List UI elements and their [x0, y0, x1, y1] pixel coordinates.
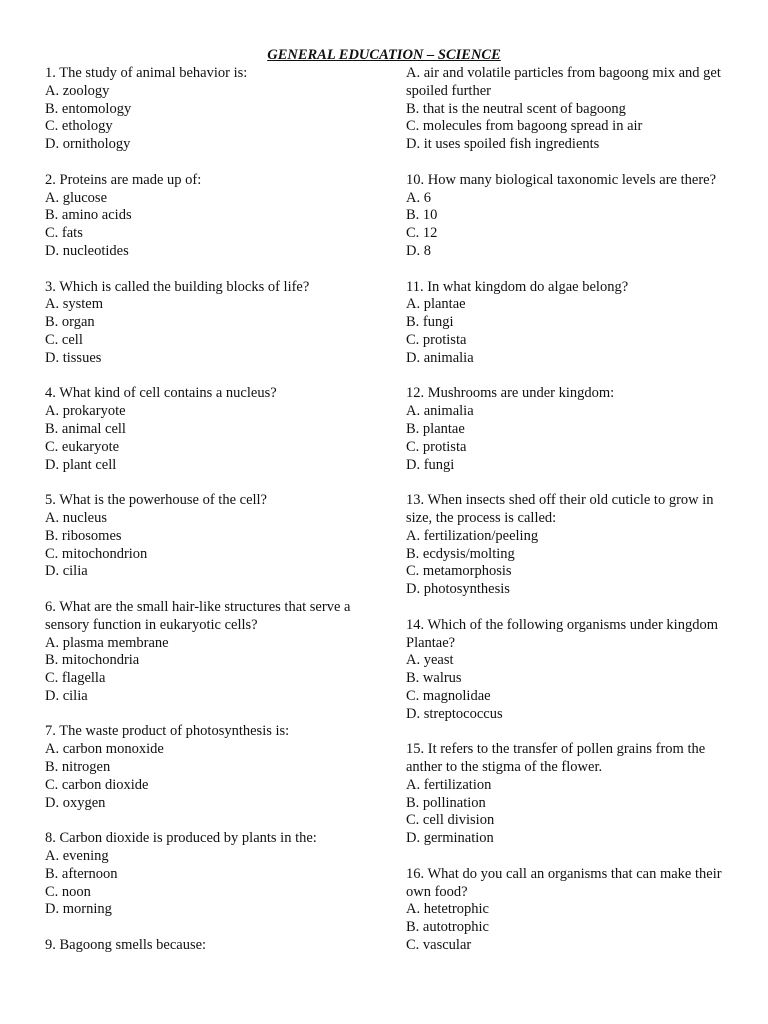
answer-option: B. afternoon [45, 865, 118, 882]
answer-option: B. pollination [406, 794, 486, 811]
answer-option: B. amino acids [45, 207, 132, 224]
answer-option: A. fertilization/peeling [406, 527, 539, 544]
answer-option: A. glucose [45, 189, 108, 206]
answer-option: B. entomology [45, 100, 132, 117]
answer-option: D. animalia [406, 349, 474, 366]
answer-option: C. flagella [45, 670, 106, 687]
answer-option: C. protista [406, 331, 467, 348]
answer-option: D. ornithology [45, 136, 131, 153]
answer-option: D. germination [406, 830, 494, 847]
question-block [406, 279, 724, 368]
answer-option: A. plasma membrane [45, 634, 169, 651]
question-block [406, 741, 724, 848]
answer-option: A. hetetrophic [406, 901, 489, 918]
question-block [45, 172, 375, 261]
answer-option: C. eukaryote [45, 438, 120, 455]
answer-option: B. autotrophic [406, 919, 489, 936]
answer-option: A. plantae [406, 296, 466, 313]
question-text: 16. What do you call an organisms that can make their own food? [406, 865, 722, 900]
answer-option: C. mitochondrion [45, 545, 148, 562]
answer-option: C. magnolidae [406, 687, 491, 704]
question-block [45, 723, 375, 812]
answer-option: C. metamorphosis [406, 563, 512, 580]
answer-option: B. organ [45, 314, 95, 331]
answer-option: B. 10 [406, 207, 438, 224]
question-block [406, 617, 724, 724]
question-text: 7. The waste product of photosynthesis is: [45, 723, 290, 740]
answer-option: B. plantae [406, 420, 465, 437]
answer-option: B. animal cell [45, 420, 126, 437]
question-text: 5. What is the powerhouse of the cell? [45, 492, 267, 509]
answer-option: A. prokaryote [45, 403, 126, 420]
answer-option: D. plant cell [45, 456, 117, 473]
answer-option: A. air and volatile particles from bagoong mix and get spoiled further [406, 65, 721, 99]
question-text: 10. How many biological taxonomic levels are there? [406, 171, 717, 188]
left-column [45, 65, 375, 973]
answer-option: A. evening [45, 848, 109, 865]
question-block [406, 492, 724, 599]
answer-option: B. ecdysis/molting [406, 545, 515, 562]
answer-option: D. cilia [45, 687, 88, 704]
question-block [406, 866, 724, 955]
answer-option: A. yeast [406, 652, 454, 669]
answer-option: C. molecules from bagoong spread in air [406, 118, 643, 135]
answer-option: A. nucleus [45, 509, 108, 526]
question-block [406, 172, 724, 261]
answer-option: C. carbon dioxide [45, 776, 149, 793]
answer-option: D. streptococcus [406, 705, 503, 722]
answer-option: D. nucleotides [45, 242, 129, 259]
answer-option: D. it uses spoiled fish ingredients [406, 136, 600, 153]
question-block [45, 65, 375, 154]
question-text: 1. The study of animal behavior is: [45, 65, 248, 81]
answer-option: C. fats [45, 225, 83, 242]
question-text: 6. What are the small hair-like structures that serve a sensory function in eukaryotic cells? [45, 598, 351, 633]
question-block [45, 385, 375, 474]
question-text: 4. What kind of cell contains a nucleus? [45, 385, 277, 402]
question-block [45, 599, 375, 706]
answer-option: C. vascular [406, 937, 472, 954]
answer-option: A. fertilization [406, 776, 492, 793]
question-text: 13. When insects shed off their old cuticle to grow in size, the process is called: [406, 492, 714, 526]
question-block [406, 385, 724, 474]
question-block [45, 492, 375, 581]
answer-option: C. cell [45, 331, 83, 348]
page-title: GENERAL EDUCATION – SCIENCE [267, 47, 501, 63]
answer-option: C. protista [406, 438, 467, 455]
question-block [45, 279, 375, 368]
question-text: 9. Bagoong smells because: [45, 937, 207, 954]
answer-option: D. morning [45, 901, 112, 918]
answer-option: A. zoology [45, 82, 110, 99]
answer-option: B. nitrogen [45, 759, 111, 776]
answer-option: B. ribosomes [45, 527, 122, 544]
answer-option: D. 8 [406, 242, 431, 259]
answer-option: D. fungi [406, 456, 455, 473]
answer-option: C. 12 [406, 225, 438, 242]
answer-option: D. oxygen [45, 794, 106, 811]
right-column [406, 65, 724, 973]
question-text: 15. It refers to the transfer of pollen grains from the anther to the stigma of the flower. [406, 741, 706, 776]
answer-option: C. ethology [45, 118, 113, 135]
answer-option: A. animalia [406, 403, 474, 420]
answer-option: A. carbon monoxide [45, 741, 164, 758]
answer-option: B. mitochondria [45, 652, 140, 669]
question-block [45, 830, 375, 919]
question-text: 8. Carbon dioxide is produced by plants in the: [45, 830, 317, 847]
answer-option: C. noon [45, 883, 91, 900]
answer-option: C. cell division [406, 812, 495, 829]
question-text: 3. Which is called the building blocks of life? [45, 278, 310, 295]
answer-option: B. fungi [406, 314, 454, 331]
answer-option: B. that is the neutral scent of bagoong [406, 100, 626, 117]
answer-option: D. tissues [45, 349, 102, 366]
question-text: 14. Which of the following organisms under kingdom Plantae? [406, 616, 718, 651]
question-block [406, 65, 724, 154]
question-text: 11. In what kingdom do algae belong? [406, 278, 629, 295]
answer-option: A. 6 [406, 189, 431, 206]
answer-option: D. cilia [45, 563, 88, 580]
question-text: 2. Proteins are made up of: [45, 171, 202, 188]
question-block [45, 937, 375, 955]
answer-option: D. photosynthesis [406, 581, 510, 598]
answer-option: A. system [45, 296, 103, 313]
answer-option: B. walrus [406, 670, 462, 687]
question-text: 12. Mushrooms are under kingdom: [406, 385, 615, 402]
